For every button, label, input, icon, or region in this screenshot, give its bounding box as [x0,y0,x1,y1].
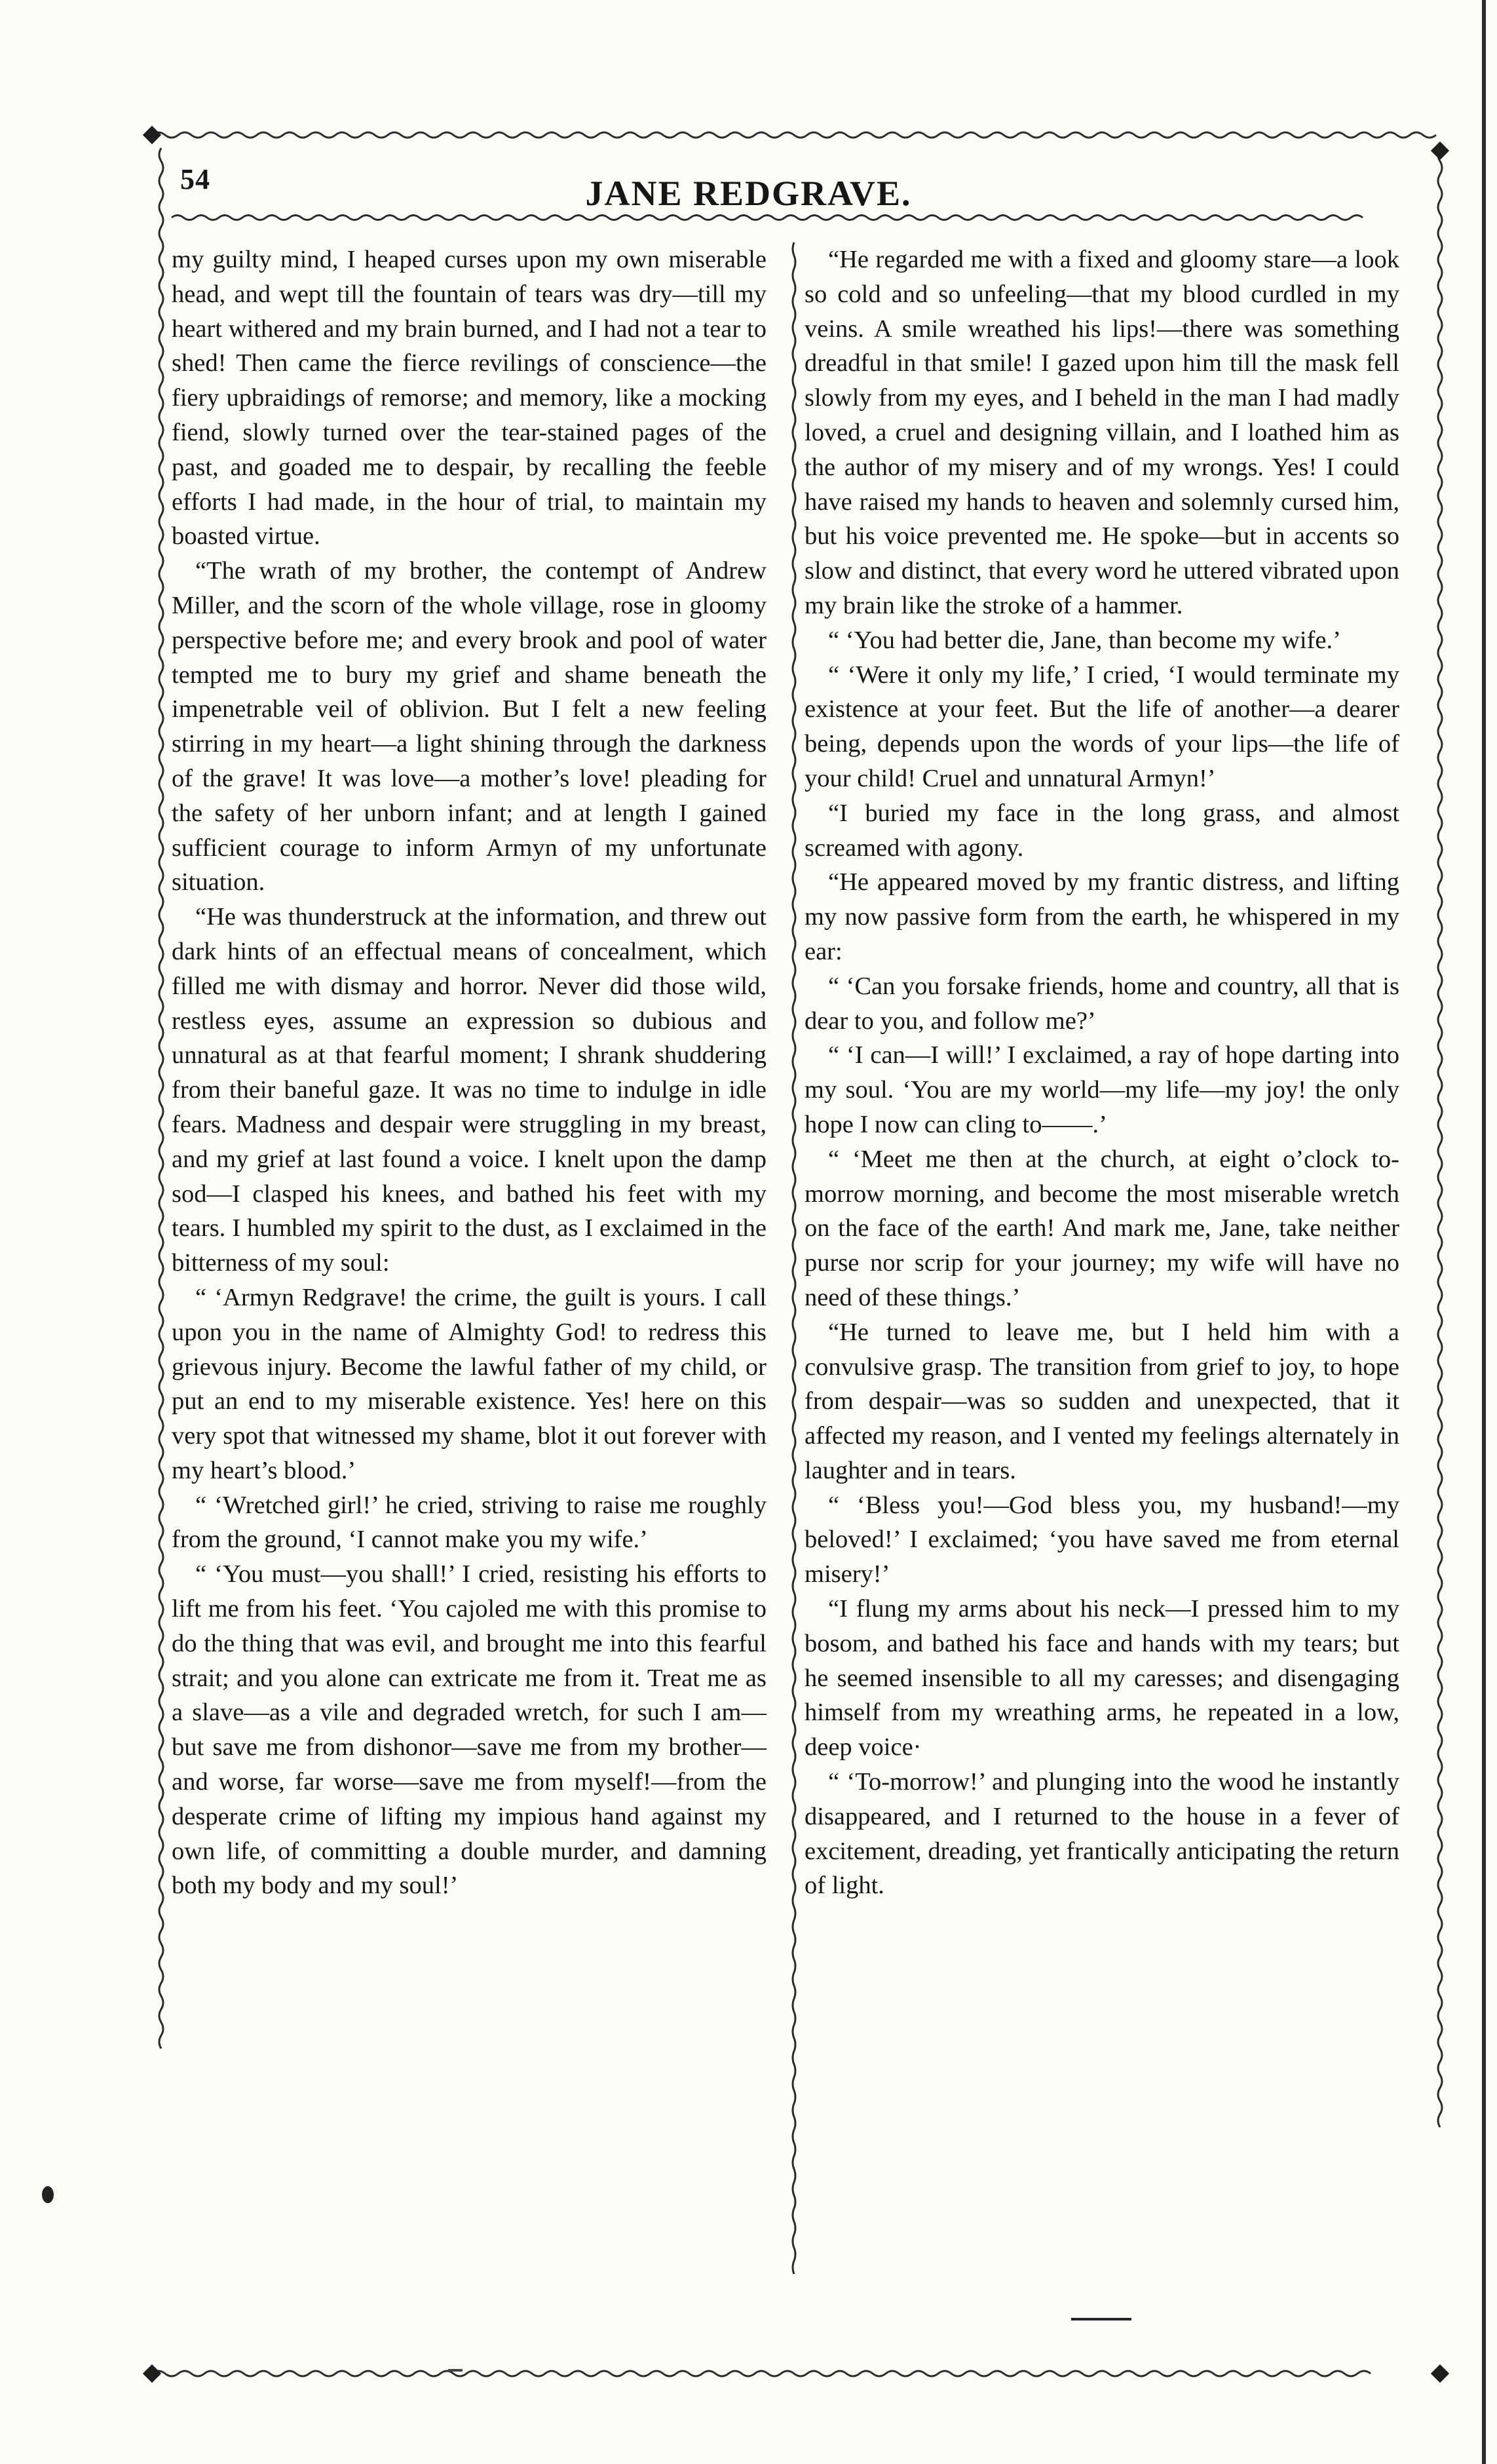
paragraph: “He turned to leave me, but I held him with a convulsive grasp. The transition from grief to joy, to hope from despair—was so sudden and unexpected, that it affected my reason, and I vented my feelings alternately in laughter and in tears. [805,1318,1399,1484]
paragraph: “He appeared moved by my frantic distress, and lifting my now passive form from the earth, he whispered in my ear: [805,868,1399,965]
paragraph: “I flung my arms about his neck—I pressed him to my bosom, and bathed his face and hands with my tears; but he seemed insensible to all my caresses; and disengaging himself from my wreathing arms, he repeated in a low, deep voice· [805,1595,1399,1761]
paragraph: “I buried my face in the long grass, and almost screamed with agony. [805,799,1399,862]
paragraph: “ ‘Can you forsake friends, home and country, all that is dear to you, and follow me?’ [805,972,1399,1035]
paragraph: “ ‘Wretched girl!’ he cried, striving to raise me roughly from the ground, ‘I cannot make you my wife.’ [172,1491,767,1554]
page-number: 54 [180,163,210,195]
paragraph: “The wrath of my brother, the contempt of Andrew Miller, and the scorn of the whole village, rose in gloomy perspective before me; and every brook and pool of water tempted me to bury my grief and shame beneath the impenetrable veil of oblivion. But I felt a new feeling stirring in my heart—a light shining through the darkness of the grave! It was love—a mother’s love! pleading for the safety of her unborn infant; and at length I gained sufficient courage to inform Armyn of my unfortunate situation. [172,557,767,896]
ink-mark [448,2369,463,2372]
right-column [805,242,1399,1903]
paragraph: “ ‘You must—you shall!’ I cried, resisting his efforts to lift me from his feet. ‘You cajoled me with this promise to do the thing that was evil, and brought me into this fearful strait; and you alone can extricate me from it. Treat me as a slave—as a vile and degraded wretch, for such I am—but save me from dishonor—save me from my brother—and worse, far worse—save me from myself!—from the desperate crime of lifting my impious hand against my own life, of committing a double murder, and damning both my body and my soul!’ [172,1560,767,1900]
left-column [172,242,767,1903]
paragraph: “ ‘You had better die, Jane, than become my wife.’ [828,626,1341,654]
ink-blot [42,2186,54,2203]
paragraph: “He regarded me with a fixed and gloomy stare—a look so cold and so unfeeling—that my blood curdled in my veins. A smile wreathed his lips!—there was something dreadful in that smile! I gazed upon him till the mask fell slowly from my eyes, and I beheld in the man I had madly loved, a cruel and designing villain, and I loathed him as the author of my misery and of my wrongs. Yes! I could have raised my hands to heaven and solemnly cursed him, but his voice prevented me. He spoke—but in accents so slow and distinct, that every word he uttered vibrated upon my brain like the stroke of a hammer. [805,246,1399,619]
paragraph: “ ‘I can—I will!’ I exclaimed, a ray of hope darting into my soul. ‘You are my world—my life—my joy! the only hope I now can cling to——.’ [805,1041,1399,1138]
paragraph: “ ‘Armyn Redgrave! the crime, the guilt is yours. I call upon you in the name of Almighty God! to redress this grievous injury. Become the lawful father of my child, or put an end to my miserable existence. Yes! here on this very spot that witnessed my shame, blot it out forever with my heart’s blood.’ [172,1283,767,1484]
paragraph: my guilty mind, I heaped curses upon my own miserable head, and wept till the fountain of tears was dry—till my heart withered and my brain burned, and I had not a tear to shed! Then came the fierce revilings of conscience—the fiery upbraidings of remorse; and memory, like a mocking fiend, slowly turned over the tear-stained pages of the past, and goaded me to despair, by recalling the feeble efforts I had made, in the hour of trial, to maintain my boasted virtue. [172,246,767,550]
running-title: JANE REDGRAVE. [585,174,912,213]
paragraph: “ ‘Were it only my life,’ I cried, ‘I would terminate my existence at your feet. But the life of another—a dearer being, depends upon the words of your lips—the life of your child! Cruel and unnatural Armyn!’ [805,661,1399,792]
paragraph: “ ‘Bless you!—God bless you, my husband!—my beloved!’ I exclaimed; ‘you have saved me from eternal misery!’ [805,1491,1399,1588]
paragraph: “He was thunderstruck at the information, and threw out dark hints of an effectual means of concealment, which filled me with dismay and horror. Never did those wild, restless eyes, assume an expression so dubious and unnatural as at that fearful moment; I shrank shuddering from their baneful gaze. It was no time to indulge in idle fears. Madness and despair were struggling in my breast, and my grief at last found a voice. I knelt upon the damp sod—I clasped his knees, and bathed his feet with my tears. I humbled my spirit to the dust, as I exclaimed in the bitterness of my soul: [172,903,767,1277]
section-end-rule [1071,2318,1131,2320]
paragraph: “ ‘Meet me then at the church, at eight o’clock to-morrow morning, and become the most miserable wretch on the face of the earth! And mark me, Jane, take neither purse nor scrip for your journey; my wife will have no need of these things.’ [805,1145,1399,1311]
paragraph: “ ‘To-morrow!’ and plunging into the wood he instantly disappeared, and I returned to the house in a fever of excitement, dreading, yet frantically anticipating the return of light. [805,1768,1399,1900]
